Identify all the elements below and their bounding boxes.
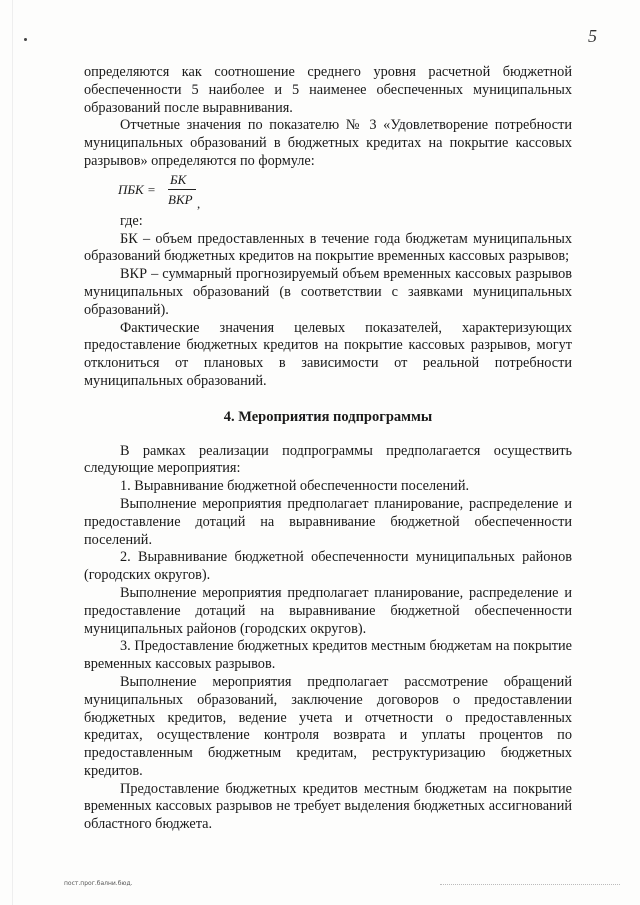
footer-filename: пост.прог.бални.бюд.: [64, 880, 133, 887]
paragraph: Выполнение мероприятия предполагает планирование, распределение и предоставление дотаций на выравнивание бюджетной обеспеченности муниципальных районов (городских округов).: [84, 584, 572, 637]
formula-comma: ,: [197, 195, 201, 211]
scan-noise: [440, 884, 620, 886]
paragraph: 2. Выравнивание бюджетной обеспеченности муниципальных районов (городских округов).: [84, 549, 572, 584]
formula-numerator: БК: [170, 171, 187, 187]
paragraph: Предоставление бюджетных кредитов местным бюджетам на покрытие временных кассовых разрывов не требует выделения бюджетных ассигнований областного бюджета.: [84, 780, 572, 833]
formula-denominator: ВКР: [168, 191, 193, 207]
section-heading: 4. Мероприятия подпрограммы: [223, 408, 433, 425]
paragraph: ВКР – суммарный прогнозируемый объем временных кассовых разрывов муниципальных образований (в соответствии с заявками муниципальных образований).: [84, 266, 572, 318]
fraction-bar: [168, 189, 196, 190]
paragraph: Выполнение мероприятия предполагает рассмотрение обращений муниципальных образований, заключение договоров о предоставлении бюджетных кредитов, ведение учета и отчетности о предоставленных кредитах, осуществление контроля возврата и уплаты процентов по предоставленным бюджетным кредитам, реструктуризацию бюджетных кредитов.: [84, 673, 572, 779]
body-text: [84, 64, 572, 834]
paragraph: Фактические значения целевых показателей, характеризующих предоставление бюджетных кредитов на покрытие кассовых разрывов, могут отклониться от плановых в зависимости от реальной потребности муниципальных образований.: [84, 319, 572, 389]
formula-lhs: ПБК =: [118, 181, 156, 197]
formula: [84, 171, 572, 213]
paragraph: 1. Выравнивание бюджетной обеспеченности поселений.: [120, 478, 470, 495]
scan-dot: [24, 38, 27, 41]
paragraph: БК – объем предоставленных в течение года бюджетам муниципальных образований бюджетных кредитов на покрытие временных кассовых разрывов;: [84, 230, 572, 265]
paragraph: 3. Предоставление бюджетных кредитов местным бюджетам на покрытие временных кассовых разрывов.: [84, 638, 572, 673]
paragraph: где:: [120, 212, 143, 229]
paragraph: определяются как соотношение среднего уровня расчетной бюджетной обеспеченности 5 наиболее и 5 наименее обеспеченных муниципальных образований после выравнивания.: [84, 64, 572, 116]
paragraph: Выполнение мероприятия предполагает планирование, распределение и предоставление дотаций на выравнивание бюджетной обеспеченности поселений.: [84, 495, 572, 548]
scan-edge: [12, 0, 13, 905]
paragraph: Отчетные значения по показателю № 3 «Удовлетворение потребности муниципальных образований в бюджетных кредитах на покрытие кассовых разрывов» определяются по формуле:: [84, 117, 572, 169]
paragraph: В рамках реализации подпрограммы предполагается осуществить следующие мероприятия:: [84, 442, 572, 477]
page-number: 5: [588, 26, 597, 46]
